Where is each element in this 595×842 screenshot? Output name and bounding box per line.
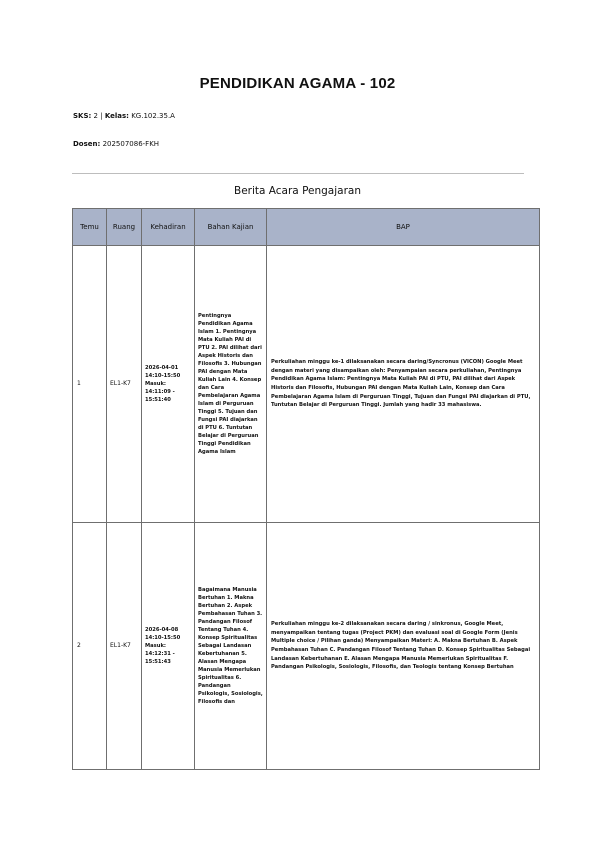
meta-separator: | [100,112,103,120]
dosen-value: 202507086-FKH [102,140,160,148]
cell-ruang: EL1-K7 [107,246,142,523]
cell-temu: 2 [73,523,107,770]
cell-bap: Perkuliahan minggu ke-1 dilaksanakan secara daring/Syncronus (VICON) Google Meet dengan materi yang disampaikan oleh: Penyampaian secara perkuliahan, Pentingnya Pendidikan Agama Islam: Pentingnya Mata Kuliah PAI di PTU, PAI dilihat dari Aspek Historis dan Filosofis, Hubungan PAI dengan Mata Kuliah Lain, Konsep dan Cara Pembelajaran Agama Islam di Perguruan Tinggi, Tujuan dan Fungsi PAI diajarkan di PTU, Tuntutan Belajar di Perguruan Tinggi. Jumlah yang hadir 33 mahasiswa. [267,246,540,523]
header-temu: Temu [73,209,107,246]
header-bap: BAP [267,209,540,246]
sks-label: SKS: [73,112,92,120]
cell-bahan-kajian: Pentingnya Pendidikan Agama Islam 1. Pentingnya Mata Kuliah PAI di PTU 2. PAI dilihat dari Aspek Historis dan Filosofis 3. Hubungan PAI dengan Mata Kuliah Lain 4. Konsep dan Cara Pembelajaran Agama Islam di Perguruan Tinggi 5. Tujuan dan Fungsi PAI diajarkan di PTU 6. Tuntutan Belajar di Perguruan Tinggi Pendidikan Agama Islam [195,246,267,523]
header-kehadiran: Kehadiran [142,209,195,246]
divider [72,173,524,174]
cell-kehadiran: 2026-04-08 14:10-15:50 Masuk: 14:12:31 - 15:51:43 [142,523,195,770]
bap-table [72,208,540,770]
dosen-label: Dosen: [73,140,101,148]
table-row [73,523,540,770]
course-meta [73,112,175,120]
section-title: Berita Acara Pengajaran [233,185,361,197]
kelas-value: KG.102.35.A [131,112,175,120]
page-title: PENDIDIKAN AGAMA - 102 [199,75,396,92]
cell-ruang: EL1-K7 [107,523,142,770]
cell-kehadiran: 2026-04-01 14:10-15:50 Masuk: 14:11:09 - 15:51:40 [142,246,195,523]
header-ruang: Ruang [107,209,142,246]
cell-temu: 1 [73,246,107,523]
cell-bap: Perkuliahan minggu ke-2 dilaksanakan secara daring / sinkronus, Google Meet, menyampaikan tentang tugas (Project PKM) dan evaluasi soal di Google Form (Jenis Multiple choice / Pilihan ganda) Menyampaikan Materi: A. Makna Bertuhan B. Aspek Pembahasan Tuhan C. Pandangan Filosof Tentang Tuhan D. Konsep Spiritualitas Sebagai Landasan Kebertuhanan E. Alasan Mengapa Manusia Memerlukan Spiritualitas F. Pandangan Psikologis, Sosiologis, Filosofis, dan Teologis tentang Konsep Bertuhan [267,523,540,770]
sks-value: 2 [93,112,99,120]
table-row [73,246,540,523]
cell-bahan-kajian: Bagaimana Manusia Bertuhan 1. Makna Bertuhan 2. Aspek Pembahasan Tuhan 3. Pandangan Filosof Tentang Tuhan 4. Konsep Spiritualitas Sebagai Landasan Kebertuhanan 5. Alasan Mengapa Manusia Memerlukan Spiritualitas 6. Pandangan Psikologis, Sosiologis, Filosofis dan [195,523,267,770]
header-bahan-kajian: Bahan Kajian [195,209,267,246]
kelas-label: Kelas: [104,112,129,120]
table-header-row [73,209,540,246]
lecturer-meta [73,140,159,148]
